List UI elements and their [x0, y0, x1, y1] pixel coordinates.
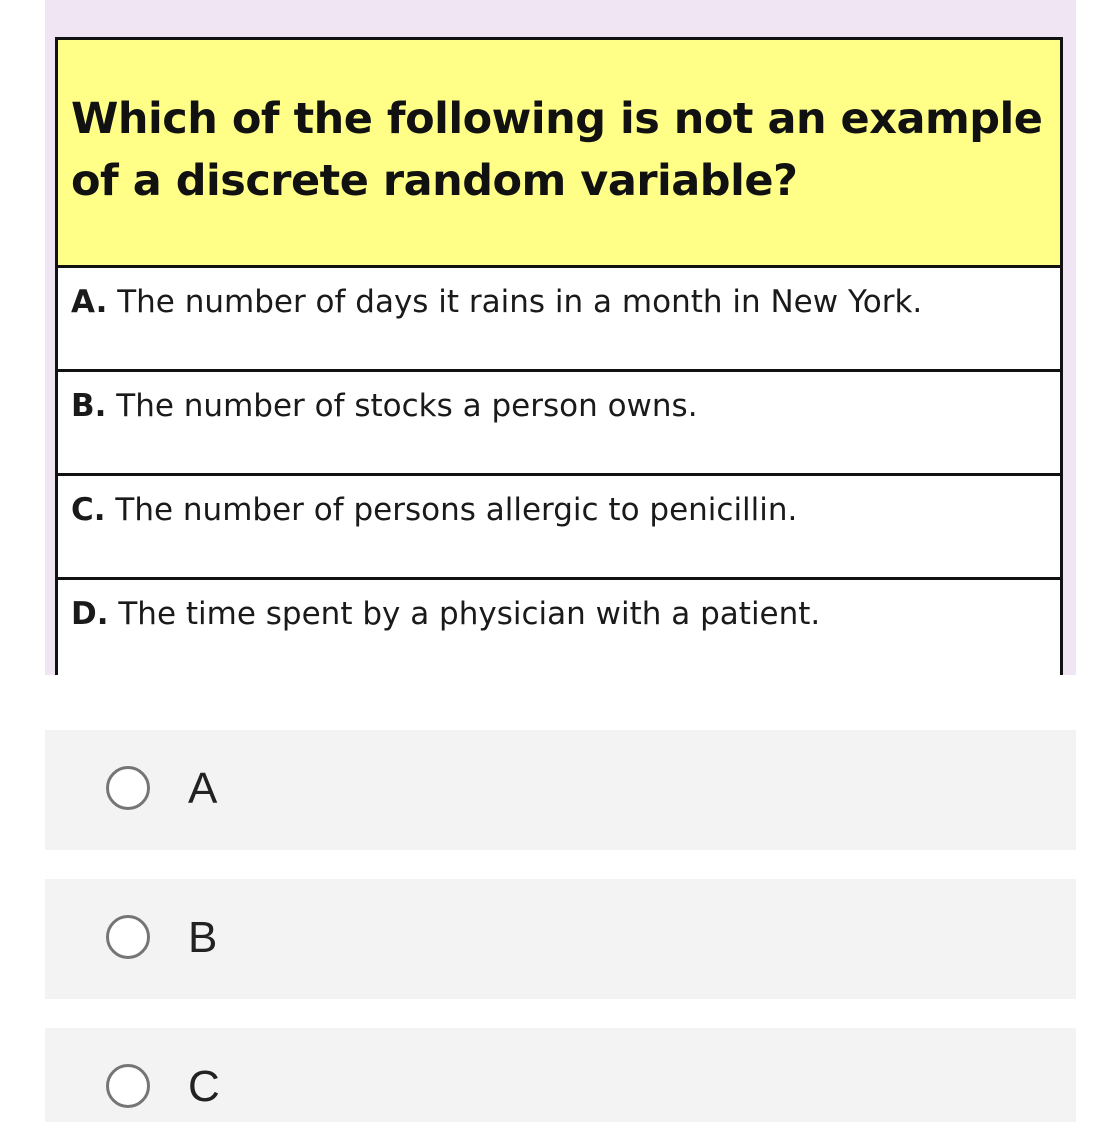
question-image [45, 0, 1076, 675]
answer-choice-a[interactable] [45, 730, 1076, 850]
question-table [55, 37, 1063, 675]
answer-label: B [188, 913, 218, 962]
radio-button-icon[interactable] [106, 1064, 150, 1108]
answer-choice-b[interactable] [45, 879, 1076, 999]
option-row-c [58, 476, 1060, 580]
radio-button-icon[interactable] [106, 915, 150, 959]
option-letter: A. [71, 284, 108, 320]
option-letter: B. [71, 388, 107, 424]
answer-choice-c[interactable] [45, 1028, 1076, 1122]
option-text: The time spent by a physician with a patient. [108, 596, 821, 632]
question-header [58, 40, 1060, 268]
option-letter: C. [71, 492, 106, 528]
option-row-d [58, 580, 1060, 675]
option-row-a [58, 268, 1060, 372]
option-text: The number of persons allergic to penicillin. [105, 492, 798, 528]
option-text: The number of stocks a person owns. [106, 388, 698, 424]
question-prompt: Which of the following is not an example of a discrete random variable? [71, 94, 1043, 206]
answer-label: A [188, 764, 218, 813]
radio-button-icon[interactable] [106, 766, 150, 810]
option-text: The number of days it rains in a month in New York. [107, 284, 923, 320]
option-row-b [58, 372, 1060, 476]
option-letter: D. [71, 596, 109, 632]
answer-label: C [188, 1062, 220, 1111]
